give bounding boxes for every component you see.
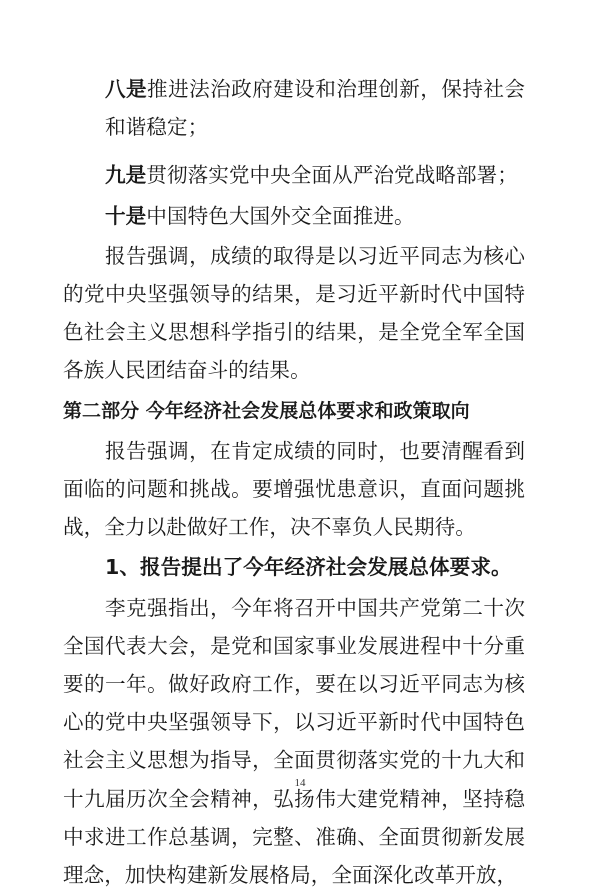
heading-text: 第二部分 今年经济社会发展总体要求和政策取向 xyxy=(63,399,470,422)
subsection-heading-1 xyxy=(105,548,525,586)
paragraph-text: 报告强调，成绩的取得是以习近平同志为核心的党中央坚强领导的结果，是习近平新时代中国特色社会主义思想科学指引的结果，是全党全军全国各族人民团结奋斗的结果。 xyxy=(63,243,525,383)
paragraph-challenges xyxy=(63,432,525,547)
paragraph-10 xyxy=(105,197,525,235)
page-number: 14 xyxy=(294,777,306,789)
heading-text: 1、报告提出了今年经济社会发展总体要求。 xyxy=(105,555,512,580)
paragraph-text: 中国特色大国外交全面推进。 xyxy=(146,203,415,228)
paragraph-9 xyxy=(105,156,525,194)
paragraph-text: 贯彻落实党中央全面从严治党战略部署； xyxy=(146,163,518,188)
section-heading-part-two xyxy=(63,392,525,430)
paragraph-text: 推进法治政府建设和治理创新，保持社会和谐稳定； xyxy=(105,77,525,140)
paragraph-text: 李克强指出，今年将召开中国共产党第二十次全国代表大会，是党和国家事业发展进程中十分重要的一年。做好政府工作，要在以习近平同志为核心的党中央坚强领导下，以习近平新时代中国特色社会主义思想为指导，全面贯彻落实党的十九大和十九届历次全会精神，弘扬伟大建党精神，坚持稳中求进工作总基调，完整、准确、全面贯彻新发展理念，加快构建新发展格局，全面深化改革开放， xyxy=(63,595,525,888)
paragraph-8 xyxy=(105,70,525,146)
paragraph-lead: 九是 xyxy=(105,163,147,188)
paragraph-text: 报告强调，在肯定成绩的同时，也要清醒看到面临的问题和挑战。要增强忧患意识，直面问题挑战，全力以赴做好工作，决不辜负人民期待。 xyxy=(63,438,525,540)
paragraph-lead: 八是 xyxy=(105,77,148,101)
paragraph-achievements xyxy=(63,237,525,390)
paragraph-lead: 十是 xyxy=(105,203,147,228)
paragraph-requirements xyxy=(63,589,525,894)
document-body xyxy=(63,70,525,894)
